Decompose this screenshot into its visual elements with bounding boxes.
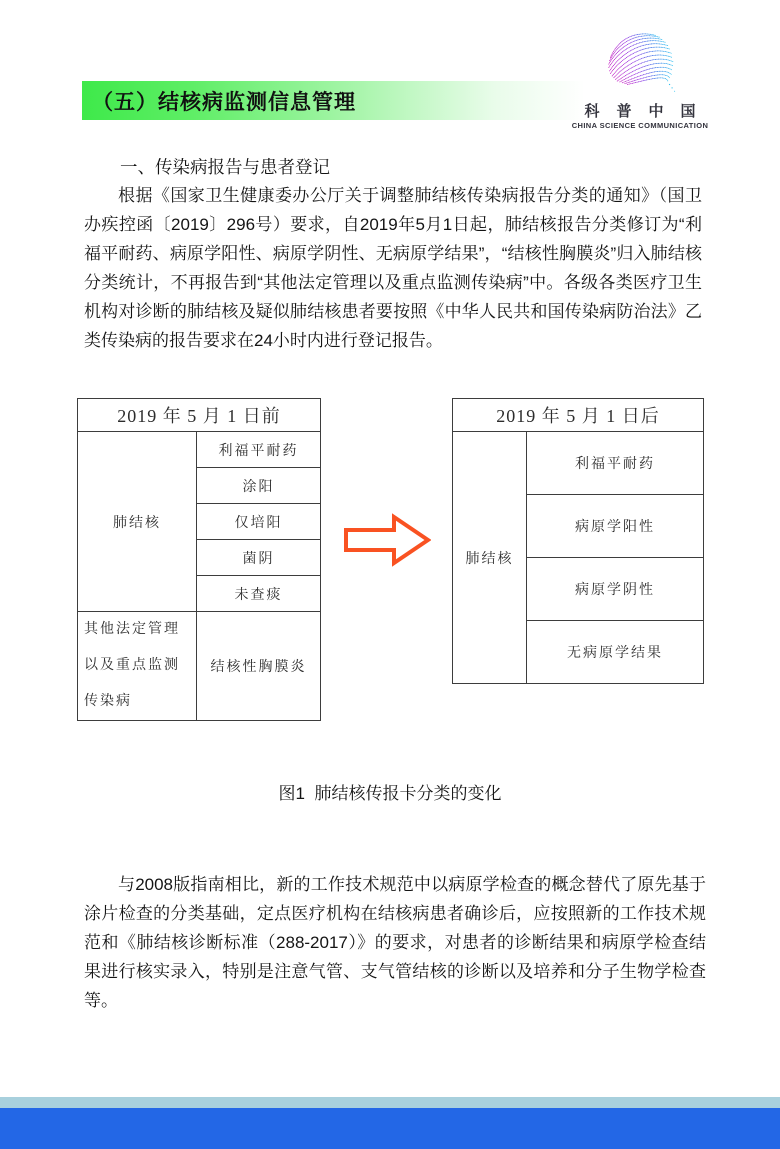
table-row [453, 432, 704, 495]
section-title: （五）结核病监测信息管理 [92, 90, 356, 114]
item-cell: 病原学阴性 [527, 558, 704, 621]
china-science-communication-logo [571, 22, 713, 130]
logo-name-en: CHINA SCIENCE COMMUNICATION [571, 121, 709, 130]
classification-table-before [77, 398, 321, 721]
right-block-arrow-icon [343, 513, 431, 567]
item-cell: 病原学阳性 [527, 495, 704, 558]
section-title-bar [82, 81, 585, 120]
item-cell: 无病原学结果 [527, 621, 704, 684]
table-before-header-cell: 2019 年 5 月 1 日前 [78, 399, 321, 432]
item-cell: 利福平耐药 [197, 432, 321, 468]
group-label-cell: 肺结核 [453, 432, 527, 684]
paragraph-2: 与2008版指南相比，新的工作技术规范中以病原学检查的概念替代了原先基于涂片检查的分类基础，定点医疗机构在结核病患者确诊后，应按照新的工作技术规范和《肺结核诊断标准（288-2017）》的要求，对患者的诊断结果和病原学检查结果进行核实录入，特别是注意气管、支气管结核的诊断以及培养和分子生物学检查等。 [84, 875, 706, 1010]
group-label-cell: 肺结核 [78, 432, 197, 612]
paragraph-1: 根据《国家卫生健康委办公厅关于调整肺结核传染病报告分类的通知》（国卫办疾控函〔2019〕296号）要求，自2019年5月1日起，肺结核报告分类修订为“利福平耐药、病原学阳性、病原学阴性、无病原学结果”，“结核性胸膜炎”归入肺结核分类统计，不再报告到“其他法定管理以及重点监测传染病”中。各级各类医疗卫生机构对诊断的肺结核及疑似肺结核患者要按照《中华人民共和国传染病防治法》乙类传染病的报告要求在24小时内进行登记报告。 [84, 186, 702, 350]
table-row [78, 432, 321, 468]
change-arrow [343, 513, 431, 567]
item-cell: 仅培阳 [197, 504, 321, 540]
item-cell: 菌阴 [197, 540, 321, 576]
figure-caption: 图1 肺结核传报卡分类的变化 [278, 784, 502, 803]
table-row [78, 612, 321, 721]
footer-light-strip [0, 1097, 780, 1108]
right-block-arrow-shape [346, 517, 428, 563]
footer-blue-bar [0, 1108, 780, 1149]
sub-heading: 一、传染病报告与患者登记 [120, 157, 330, 177]
item-cell: 结核性胸膜炎 [197, 612, 321, 721]
item-cell: 利福平耐药 [527, 432, 704, 495]
item-cell: 涂阳 [197, 468, 321, 504]
table-header-row [78, 399, 321, 432]
classification-table-after [452, 398, 704, 684]
gradient-swoosh-icon [577, 22, 703, 98]
logo-name-cn: 科普中国 [584, 103, 713, 120]
other-category-label-cell: 其他法定管理以及重点监测传染病 [78, 612, 197, 721]
table-header-row [453, 399, 704, 432]
item-cell: 未查痰 [197, 576, 321, 612]
table-after-header-cell: 2019 年 5 月 1 日后 [453, 399, 704, 432]
